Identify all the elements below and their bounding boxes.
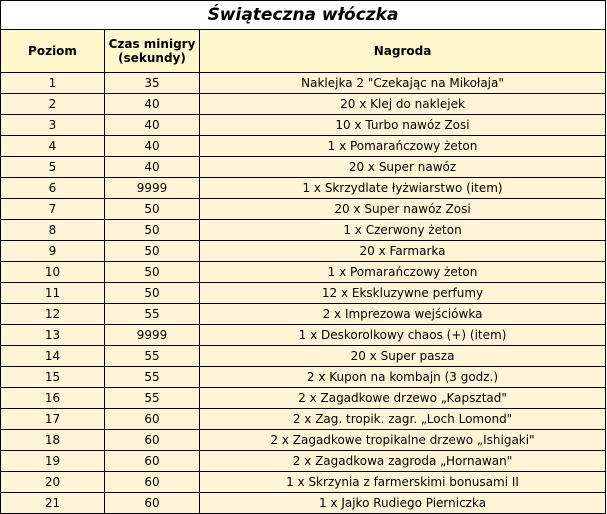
reward-cell: 1 x Skrzydlate łyżwiarstwo (item)	[200, 178, 606, 199]
level-cell: 17	[1, 409, 105, 430]
time-cell: 50	[105, 199, 200, 220]
level-cell: 4	[1, 136, 105, 157]
reward-cell: 1 x Czerwony żeton	[200, 220, 606, 241]
reward-cell: 1 x Pomarańczowy żeton	[200, 262, 606, 283]
time-cell: 55	[105, 346, 200, 367]
level-cell: 9	[1, 241, 105, 262]
reward-cell: 1 x Deskorolkowy chaos (+) (item)	[200, 325, 606, 346]
header-row	[1, 30, 606, 73]
reward-cell: 1 x Jajko Rudiego Pierniczka	[200, 493, 606, 514]
reward-cell: 1 x Pomarańczowy żeton	[200, 136, 606, 157]
reward-cell: 2 x Zagadkowa zagroda „Hornawan"	[200, 451, 606, 472]
table-row	[1, 493, 606, 514]
header-level: Poziom	[1, 30, 105, 73]
table-body	[1, 73, 606, 514]
table-title: Świąteczna włóczka	[1, 1, 606, 30]
level-cell: 2	[1, 94, 105, 115]
time-cell: 60	[105, 409, 200, 430]
reward-cell: 20 x Klej do naklejek	[200, 94, 606, 115]
time-cell: 50	[105, 220, 200, 241]
level-cell: 8	[1, 220, 105, 241]
reward-cell: 1 x Skrzynia z farmerskimi bonusami II	[200, 472, 606, 493]
level-cell: 16	[1, 388, 105, 409]
reward-cell: 2 x Kupon na kombajn (3 godz.)	[200, 367, 606, 388]
header-reward: Nagroda	[200, 30, 606, 73]
reward-cell: 20 x Super nawóz Zosi	[200, 199, 606, 220]
time-cell: 40	[105, 94, 200, 115]
time-cell: 50	[105, 283, 200, 304]
level-cell: 15	[1, 367, 105, 388]
time-cell: 55	[105, 304, 200, 325]
table-row	[1, 220, 606, 241]
level-cell: 19	[1, 451, 105, 472]
table-row	[1, 115, 606, 136]
time-cell: 60	[105, 451, 200, 472]
time-cell: 35	[105, 73, 200, 94]
time-cell: 9999	[105, 325, 200, 346]
time-cell: 40	[105, 157, 200, 178]
reward-cell: 2 x Zag. tropik. zagr. „Loch Lomond"	[200, 409, 606, 430]
level-cell: 10	[1, 262, 105, 283]
level-cell: 12	[1, 304, 105, 325]
table-row	[1, 409, 606, 430]
reward-cell: 20 x Farmarka	[200, 241, 606, 262]
reward-cell: 12 x Ekskluzywne perfumy	[200, 283, 606, 304]
reward-cell: 2 x Zagadkowe drzewo „Kapsztad"	[200, 388, 606, 409]
level-cell: 5	[1, 157, 105, 178]
level-cell: 6	[1, 178, 105, 199]
table-row	[1, 283, 606, 304]
table-row	[1, 262, 606, 283]
table-row	[1, 73, 606, 94]
level-cell: 1	[1, 73, 105, 94]
header-time	[105, 30, 200, 73]
level-cell: 3	[1, 115, 105, 136]
time-cell: 50	[105, 241, 200, 262]
level-cell: 14	[1, 346, 105, 367]
level-cell: 13	[1, 325, 105, 346]
time-cell: 60	[105, 493, 200, 514]
table-row	[1, 430, 606, 451]
table-row	[1, 325, 606, 346]
level-cell: 21	[1, 493, 105, 514]
table-row	[1, 367, 606, 388]
reward-cell: Naklejka 2 "Czekając na Mikołaja"	[200, 73, 606, 94]
table-row	[1, 178, 606, 199]
level-cell: 7	[1, 199, 105, 220]
time-cell: 60	[105, 472, 200, 493]
time-cell: 50	[105, 262, 200, 283]
level-cell: 11	[1, 283, 105, 304]
table-row	[1, 199, 606, 220]
table-row	[1, 157, 606, 178]
time-cell: 9999	[105, 178, 200, 199]
time-cell: 40	[105, 115, 200, 136]
reward-cell: 2 x Zagadkowe tropikalne drzewo „Ishigaki"	[200, 430, 606, 451]
table-row	[1, 136, 606, 157]
reward-cell: 2 x Imprezowa wejściówka	[200, 304, 606, 325]
reward-cell: 10 x Turbo nawóz Zosi	[200, 115, 606, 136]
table-row	[1, 94, 606, 115]
time-cell: 55	[105, 367, 200, 388]
header-time-line2: (sekundy)	[118, 51, 186, 65]
header-time-line1: Czas minigry	[108, 37, 196, 51]
time-cell: 60	[105, 430, 200, 451]
level-cell: 20	[1, 472, 105, 493]
reward-cell: 20 x Super nawóz	[200, 157, 606, 178]
time-cell: 40	[105, 136, 200, 157]
table-row	[1, 241, 606, 262]
table-row	[1, 451, 606, 472]
table-row	[1, 388, 606, 409]
table-row	[1, 346, 606, 367]
level-cell: 18	[1, 430, 105, 451]
table-row	[1, 472, 606, 493]
table-row	[1, 304, 606, 325]
reward-cell: 20 x Super pasza	[200, 346, 606, 367]
time-cell: 55	[105, 388, 200, 409]
